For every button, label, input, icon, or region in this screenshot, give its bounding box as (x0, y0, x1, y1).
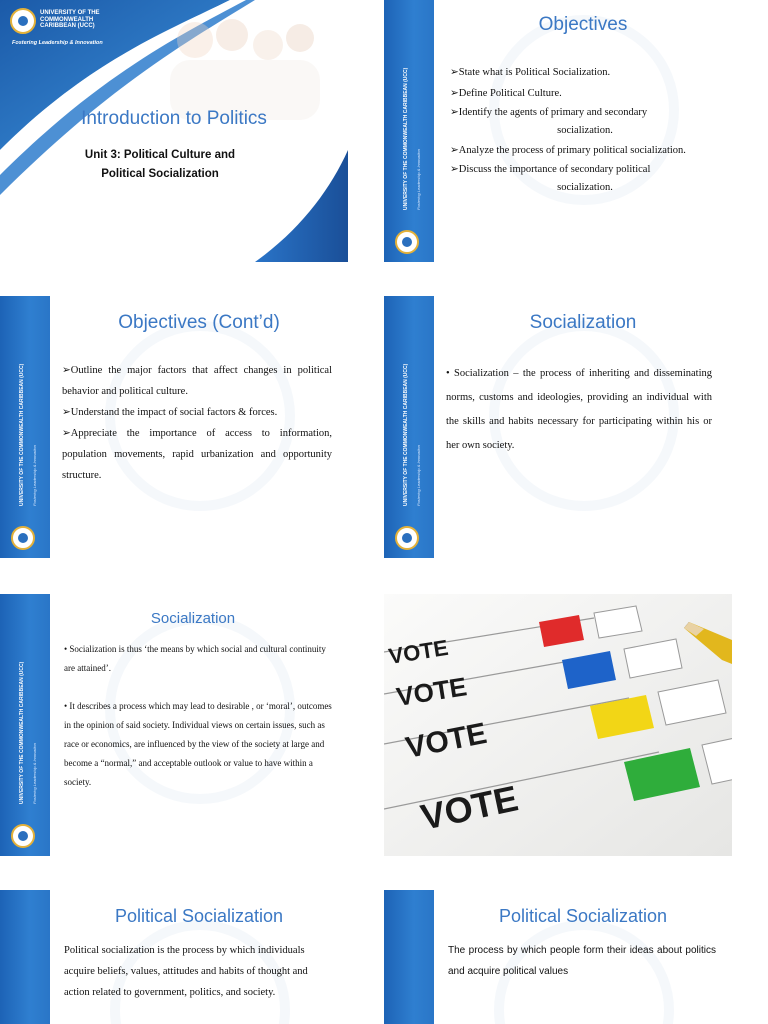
objective-item: ➢Appreciate the importance of access to information, population movements, rapid urbanization and opportunity structure. (62, 428, 332, 481)
university-band (384, 0, 434, 262)
objective-item: ➢Define Political Culture. (450, 88, 562, 99)
slide-heading: Objectives (Cont’d) (118, 312, 280, 333)
slide-heading: Objectives (538, 14, 628, 35)
band-tagline: Fostering Leadership & Innovation (32, 743, 37, 804)
unit-subtitle-line2: Political Socialization (101, 168, 219, 180)
objectives-list (450, 62, 720, 197)
political-socialization-text: The process by which people form their ideas about politics and acquire political values (448, 945, 716, 977)
objective-item-continued: socialization. (557, 182, 613, 193)
vote-label: VOTE (403, 716, 490, 765)
slide-heading: Political Socialization (114, 906, 284, 926)
slide-political-socialization-2 (384, 890, 732, 1024)
slide-socialization-continuity (0, 594, 348, 856)
objective-item: ➢Analyze the process of primary political socialization. (450, 145, 686, 156)
university-name: UNIVERSITY OF THE COMMONWEALTH CARIBBEAN (UCC) (40, 10, 100, 29)
unit-subtitle (60, 146, 260, 184)
slide-vote-image (384, 594, 732, 856)
university-band (0, 594, 50, 856)
university-band (384, 296, 434, 558)
university-band (384, 890, 434, 1024)
objective-item: ➢Outline the major factors that affect changes in political behavior and political culture. (62, 365, 332, 397)
band-tagline: Fostering Leadership & Innovation (416, 445, 421, 506)
slide-political-socialization-1 (0, 890, 348, 1024)
band-university-name: UNIVERSITY OF THE COMMONWEALTH CARIBBEAN (UCC) (19, 363, 25, 506)
slide-socialization-definition (384, 296, 732, 558)
band-university-name: UNIVERSITY OF THE COMMONWEALTH CARIBBEAN (UCC) (403, 363, 409, 506)
objective-item: ➢Identify the agents of primary and secondary (450, 107, 648, 118)
political-socialization-text: Political socialization is the process by which individuals acquire beliefs, values, attitudes and habits of thought and action related to government, politics, and society. (64, 945, 308, 998)
university-tagline: Fostering Leadership & Innovation (12, 40, 103, 46)
university-seal-icon (11, 824, 35, 848)
band-tagline: Fostering Leadership & Innovation (416, 149, 421, 210)
slide-heading: Socialization (150, 610, 236, 627)
unit-subtitle-line1: Unit 3: Political Culture and (84, 149, 236, 161)
slide-title (0, 0, 348, 262)
band-university-name: UNIVERSITY OF THE COMMONWEALTH CARIBBEAN (UCC) (403, 67, 409, 210)
vote-label: VOTE (394, 671, 469, 712)
university-logo (8, 6, 126, 46)
socialization-bullet: • Socialization is thus ‘the means by which social and cultural continuity are attained’. (64, 644, 326, 673)
objective-item: ➢Discuss the importance of secondary political (450, 164, 651, 175)
objective-item: ➢State what is Political Socialization. (450, 67, 611, 78)
objective-item-continued: socialization. (557, 125, 613, 136)
slide-heading: Political Socialization (498, 906, 668, 926)
objective-item: ➢Understand the impact of social factors & forces. (62, 407, 278, 418)
band-university-name: UNIVERSITY OF THE COMMONWEALTH CARIBBEAN (UCC) (19, 661, 25, 804)
university-seal-icon (395, 230, 419, 254)
university-band (0, 296, 50, 558)
socialization-definition-text: • Socialization – the process of inheriting and disseminating norms, customs and ideologies, providing an individual with the skills and habits necessary for participating within his or her own society. (446, 368, 712, 451)
slide-heading: Socialization (529, 312, 637, 333)
slide-title-heading: Introduction to Politics (81, 108, 267, 129)
slide-objectives (384, 0, 732, 262)
university-seal-icon (10, 8, 36, 34)
socialization-bullet: • It describes a process which may lead to desirable , or ‘moral’, outcomes in the opinion of said society. Individual views on certain issues, such as race or economics, are influenced by the view of the society at large and become a “normal,” and acceptable outlook or value to have within a society. (64, 701, 332, 787)
socialization-bullets (64, 640, 332, 792)
objectives-list (62, 360, 332, 486)
band-tagline: Fostering Leadership & Innovation (32, 445, 37, 506)
university-seal-icon (11, 526, 35, 550)
university-seal-icon (395, 526, 419, 550)
slide-objectives-contd (0, 296, 348, 558)
vote-label: VOTE (386, 634, 450, 669)
university-band (0, 890, 50, 1024)
vote-ballot-illustration (384, 594, 732, 856)
vote-label: VOTE (417, 777, 522, 838)
